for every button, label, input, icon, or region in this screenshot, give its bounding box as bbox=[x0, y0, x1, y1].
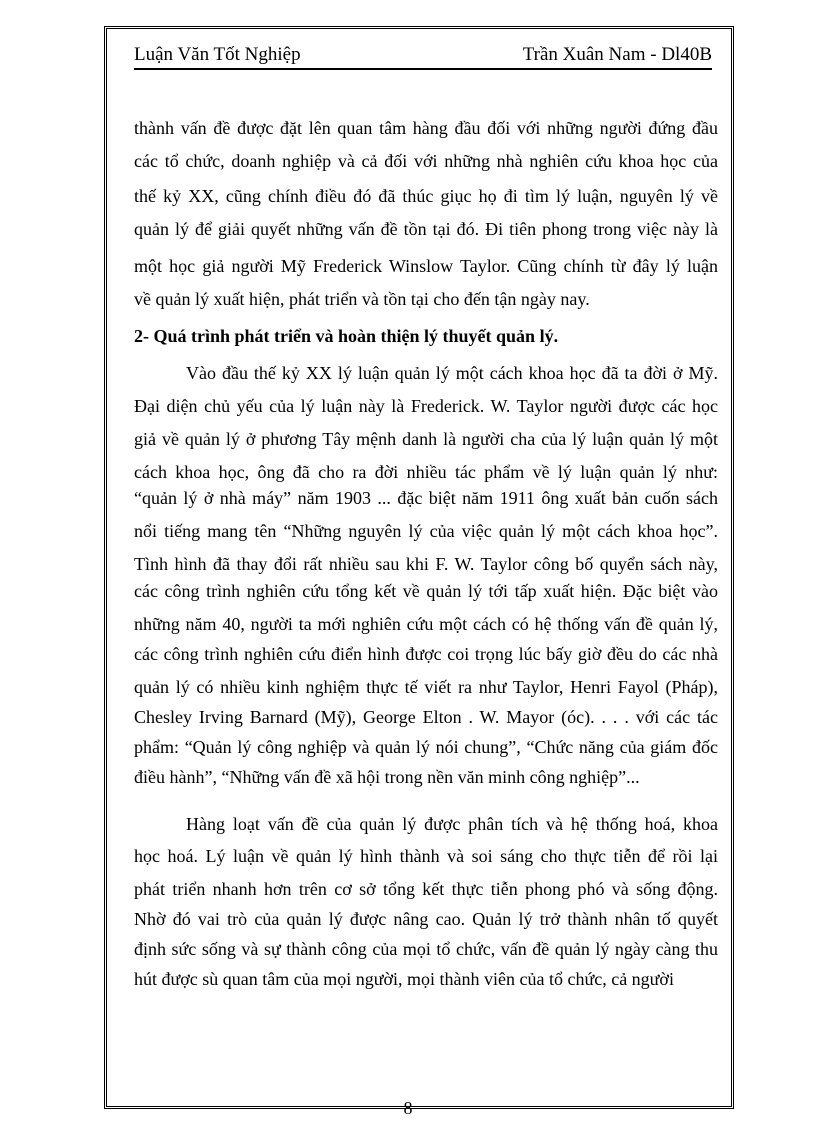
paragraph-3-line: học hoá. Lý luận về quản lý hình thành và soi sáng cho thực tiễn để rồi lại bbox=[134, 846, 718, 866]
paragraph-2-line: Chesley Irving Barnard (Mỹ), George Elton . W. Mayor (óc). . . . với các tác bbox=[134, 707, 718, 727]
paragraph-2-line: Vào đầu thế kỷ XX lý luận quản lý một cách khoa học đã ta đời ở Mỹ. bbox=[186, 363, 718, 383]
paragraph-2-line: các công trình nghiên cứu điển hình được coi trọng lúc bấy giờ đều do các nhà bbox=[134, 644, 718, 664]
paragraph-3-line: Hàng loạt vấn đề của quản lý được phân tích và hệ thống hoá, khoa bbox=[186, 814, 718, 834]
page-header bbox=[134, 44, 712, 70]
paragraph-2-line: quản lý có nhiều kinh nghiệm thực tế viết ra như Taylor, Henri Fayol (Pháp), bbox=[134, 677, 718, 697]
paragraph-1-line: các tổ chức, doanh nghiệp và cả đối với những nhà nghiên cứu khoa học của bbox=[134, 151, 718, 171]
paragraph-1-line: thành vấn đề được đặt lên quan tâm hàng đầu đối với những người đứng đầu bbox=[134, 118, 718, 138]
paragraph-2-line: “quản lý ở nhà máy” năm 1903 ... đặc biệt năm 1911 ông xuất bản cuốn sách bbox=[134, 488, 718, 508]
paragraph-2-line: những năm 40, người ta mới nghiên cứu một cách có hệ thống vấn đề quản lý, bbox=[134, 614, 718, 634]
paragraph-2-line: Tình hình đã thay đổi rất nhiều sau khi F. W. Taylor công bố quyển sách này, bbox=[134, 554, 718, 574]
page-number: 8 bbox=[403, 1098, 413, 1118]
section-heading: 2- Quá trình phát triển và hoàn thiện lý thuyết quản lý. bbox=[134, 326, 559, 346]
paragraph-3-line: Nhờ đó vai trò của quản lý được nâng cao. Quản lý trở thành nhân tố quyết bbox=[134, 909, 718, 929]
header-author: Trần Xuân Nam - Dl40B bbox=[522, 44, 712, 65]
paragraph-2-line: các công trình nghiên cứu tổng kết về quản lý tới tấp xuất hiện. Đặc biệt vào bbox=[134, 581, 718, 601]
paragraph-2-line: nổi tiếng mang tên “Những nguyên lý của việc quản lý một cách khoa học”. bbox=[134, 521, 718, 541]
paragraph-2-line: cách khoa học, ông đã cho ra đời nhiều tác phẩm về lý luận quản lý như: bbox=[134, 462, 718, 482]
paragraph-3-line: phát triển nhanh hơn trên cơ sở tổng kết thực tiễn phong phó và sống động. bbox=[134, 879, 718, 899]
paragraph-3-line: định sức sống và sự thành công của mọi tổ chức, vấn đề quản lý ngày càng thu bbox=[134, 939, 718, 959]
paragraph-1-line: một học giả người Mỹ Frederick Winslow Taylor. Cũng chính từ đây lý luận bbox=[134, 256, 718, 276]
paragraph-1-line: thế kỷ XX, cũng chính điều đó đã thúc giục họ đi tìm lý luận, nguyên lý về bbox=[134, 186, 718, 206]
paragraph-3-line: hút được sù quan tâm của mọi người, mọi thành viên của tổ chức, cả người bbox=[134, 969, 674, 989]
paragraph-2-line: giả về quản lý ở phương Tây mệnh danh là người cha của lý luận quản lý một bbox=[134, 429, 718, 449]
paragraph-2-line: phẩm: “Quản lý công nghiệp và quản lý nói chung”, “Chức năng của giám đốc bbox=[134, 737, 718, 757]
paragraph-2-line: Đại diện chủ yếu của lý luận này là Frederick. W. Taylor người được các học bbox=[134, 396, 718, 416]
paragraph-1-line: về quản lý xuất hiện, phát triển và tồn tại cho đến tận ngày nay. bbox=[134, 289, 590, 309]
header-thesis-title: Luận Văn Tốt Nghiệp bbox=[134, 44, 301, 65]
paragraph-1-line: quản lý để giải quyết những vấn đề tồn tại đó. Đi tiên phong trong việc này là bbox=[134, 219, 718, 239]
paragraph-2-line: điều hành”, “Những vấn đề xã hội trong nền văn minh công nghiệp”... bbox=[134, 767, 640, 787]
